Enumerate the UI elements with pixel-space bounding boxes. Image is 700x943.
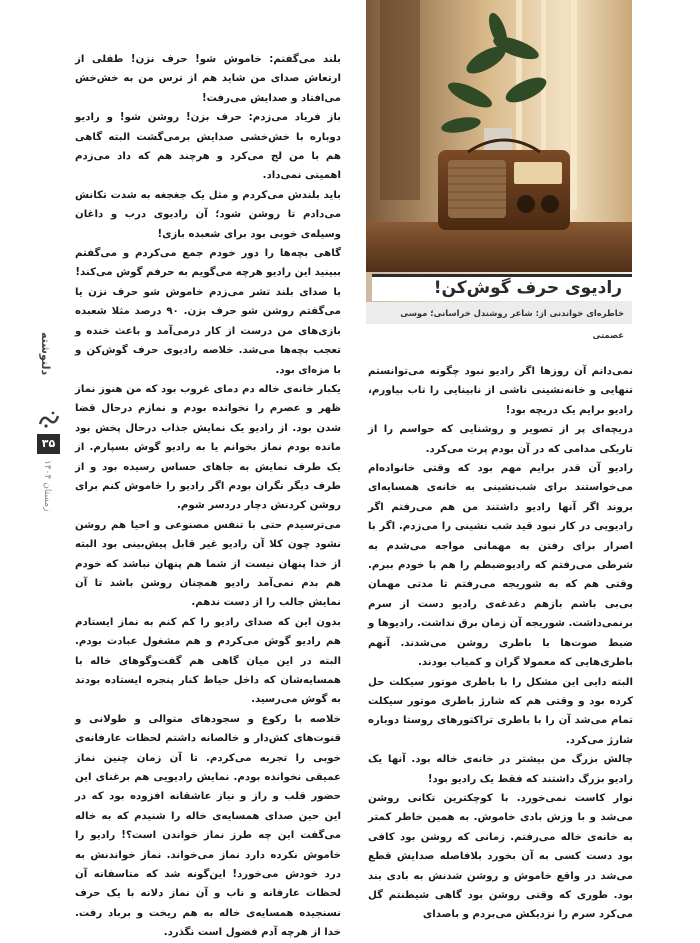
paragraph: بلند می‌گفتم: خاموش شو! حرف نزن! طفلی از ارتعاش صدای من شاید هم از ترس من به خش‌خش می‌افتاد و صدایش می‌رفت! — [75, 54, 341, 104]
paragraph: نوار کاست نمی‌خورد. با کوچکترین تکانی روشن می‌شد و با وزش بادی خاموش. به همین خاطر کمتر به خانه‌ی خاله می‌رفتم. زمانی که روشن بود کافی بود دست کسی به آن بخورد بلافاصله صدایش قطع می‌شد در واقع خاموش و روشن شدنش به بادی بند بود. طوری که وقتی روشن بود گاهی شیطنتم گل می‌کرد سرم را نزدیکش می‌بردم و باصدای — [368, 792, 633, 921]
paragraph: بدون این که صدای رادیو را کم کنم به نماز ایستادم هم رادیو گوش می‌کردم و هم مشغول عبادت بودم. البته در این میان گاهی هم گفت‌وگوهای خاله با همسایه‌شان که داخل حیاط کنار پنجره ایستاده بودند به گوش می‌رسید. — [75, 616, 341, 706]
paragraph: می‌ترسیدم حتی با تنفس مصنوعی و احیا هم روشن نشود چون کلا آن رادیو غیر قابل پیش‌بینی بود البته از خدا پنهان نیست از شما هم پنهان نباشد که خودم هم بدم نمی‌آمد رادیو همچنان روشن باشد تا آن نمایش جالب را از دست ندهم. — [75, 519, 341, 609]
section-name: دلنوشته — [39, 332, 52, 376]
paragraph: البته دایی این مشکل را با باطری موتور سیکلت حل کرده بود و وقتی هم که شارژ باطری موتور سیکلت تمام می‌شد آن را با باطری تراکتورهای روستا دوباره شارژ می‌کرد. — [368, 676, 633, 746]
issue-date: زمستان ۱۴۰۴ — [42, 460, 52, 512]
paragraph: رادیو آن قدر برایم مهم بود که وقتی خانواده‌ام می‌خواستند برای شب‌نشینی به خانه‌ی همسایه‌ای بروند اگر آنها رادیو داشتند من هم می‌رفتم اگر رادیویی در کار نبود قید شب نشینی را می‌زدم. اگر با اصرار برای رفتن به مهمانی مواجه می‌شدم به شرطی می‌رفتم که رادیوضبطم را هم با خودم ببرم. وقتی هم که به شوریجه می‌رفتم تا مدتی مهمان بی‌بی باشم بازهم دغدغه‌ی رادیو دست از سرم برنمی‌داشت. شوریجه آن زمان برق نداشت. رادیوها و ضبط صوت‌ها با باطری روشن می‌شدند. آنهم باطری‌هایی که معمولا گران و کمیاب بودند. — [367, 463, 633, 669]
paragraph: با صدای بلند تشر می‌زدم خاموش شو حرف نزن یا می‌گفتم روشن شو حرف بزن. ۹۰ درصد مثلا شعبده بازی‌های من درست از کار درمی‌آمد و باعث خنده و تعجب بچه‌ها می‌شد. خلاصه رادیوی حرف گوش‌کن و با مزه‌ای بود. — [75, 286, 341, 376]
page-number: ۳۵ — [37, 434, 60, 454]
paragraph: چالش بزرگ من بیشتر در خانه‌ی خاله بود. آنها یک رادیو بزرگ داشتند که فقط یک رادیو بود! — [368, 754, 633, 785]
paragraph: باید بلندش می‌کردم و مثل یک جغجغه به شدت تکانش می‌دادم تا روشن شود؛ آن رادیوی درب و داغان وسیله‌ی خوبی بود برای شعبده بازی! — [75, 189, 341, 240]
text-column-right — [368, 362, 633, 925]
paragraph: باز فریاد می‌زدم: حرف بزن! روشن شو! و رادیو دوباره با خش‌خشی صدایش برمی‌گشت البته گاهی هم با من لج می‌کرد و هرچند هم که داد می‌زدم اهمیتی نمی‌داد. — [75, 112, 341, 182]
paragraph: گاهی بچه‌ها را دور خودم جمع می‌کردم و می‌گفتم ببینید این رادیو هرچه می‌گویم به حرفم گوش می‌کند! — [75, 248, 341, 279]
paragraph: خلاصه با رکوع و سجودهای متوالی و طولانی و قنوت‌های کش‌دار و خالصانه داشتم لحظات عارفانه‌ی خوبی را تجربه می‌کردم. تا آن زمان چنین نماز عمیقی نخوانده بودم. نمایش رادیویی هم برغنای این حضور قلب و راز و نیاز عاشقانه افزوده بود که در این حین صدای همسایه‌ی خاله را شنیدم که به خاله می‌گفت این چه طرز نماز خواندن است؟! رادیو را خاموش نکرده دارد نماز می‌خواند. نماز خواندنش به درد خودش می‌خورد! این‌گونه شد که متاسفانه آن لحظات عارفانه و ناب و آن نماز دلانه با یک حرف نسنجیده همسایه‌ی خاله به هم ریخت و برباد رفت. خدا از هرچه آدم فضول است نگذرد. — [75, 713, 341, 939]
hamdam-logo-icon — [37, 408, 61, 432]
text-column-left — [75, 50, 341, 943]
article-credit: خاطره‌ای خواندنی از: شاعر روشندل خراسانی؛ موسی عصمتی — [366, 302, 632, 324]
article-photo-radio — [366, 0, 632, 272]
page-margin — [34, 320, 64, 520]
paragraph: یکبار خانه‌ی خاله دم دمای غروب بود که من هنوز نماز ظهر و عصرم را نخوانده بودم و نمازم درحال قضا شدن بود. از رادیو یک نمایش جذاب درحال پخش بود مانده بودم نماز بخوانم یا به رادیو گوش بسپارم. از یک طرف نمایش به جاهای حساس رسیده بود و از طرف دیگر نگران بودم اگر رادیو را خاموش کنم برای روشن کردنش دچار دردسر شوم. — [75, 383, 341, 512]
paragraph: نمی‌دانم آن روزها اگر رادیو نبود چگونه می‌توانستم تنهایی و خانه‌نشینی ناشی از نابینایی را تاب بیاورم، رادیو برایم یک دریچه بود! — [368, 366, 633, 416]
paragraph: دریچه‌ای پر از تصویر و روشنایی که حواسم را از تاریکی مدامی که در آن بودم پرت می‌کرد. — [368, 424, 633, 455]
article-title: رادیوی حرف گوش‌کن! — [372, 274, 632, 301]
